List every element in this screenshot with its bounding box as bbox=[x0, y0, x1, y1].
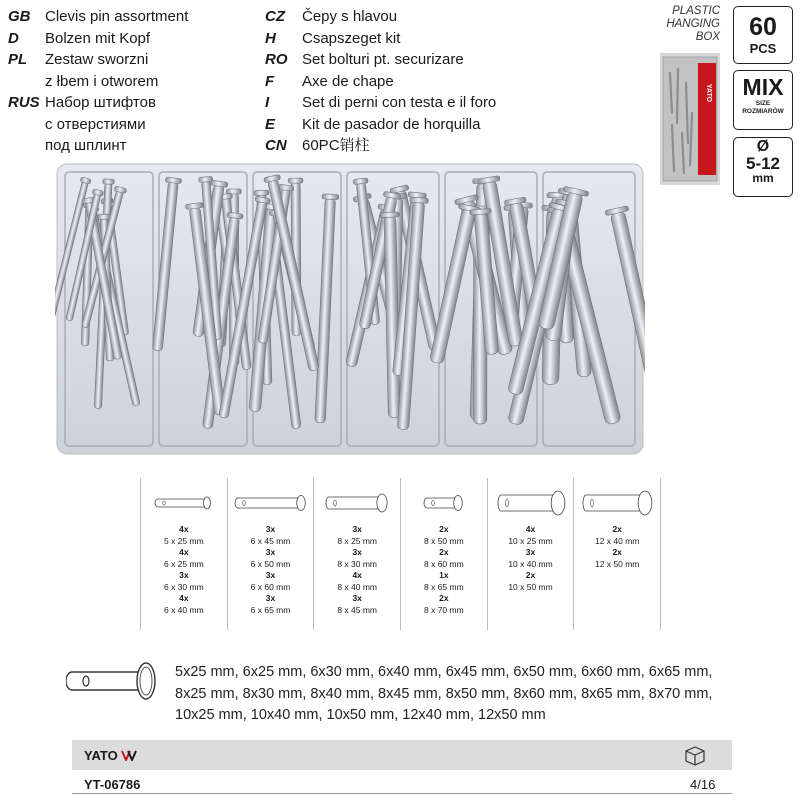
language-row bbox=[265, 114, 595, 136]
language-row bbox=[8, 28, 238, 50]
clevis-pin-icon bbox=[577, 488, 657, 518]
language-row bbox=[265, 49, 595, 71]
size-dimension: 10 x 50 mm bbox=[508, 581, 553, 592]
language-row bbox=[8, 6, 238, 28]
size-entries bbox=[574, 524, 660, 570]
size-dimension: 5 x 25 mm bbox=[163, 535, 204, 546]
language-text: Набор штифтов bbox=[45, 94, 156, 111]
language-row bbox=[8, 92, 238, 114]
language-text: Axe de chape bbox=[302, 72, 394, 90]
language-text: с отверстиями bbox=[45, 115, 146, 133]
size-entries bbox=[401, 524, 487, 616]
mix-size-badge bbox=[733, 70, 793, 130]
size-quantity: 3x bbox=[265, 570, 276, 580]
language-code bbox=[8, 71, 45, 93]
size-quantity: 3x bbox=[265, 547, 276, 557]
size-dimension: 10 x 25 mm bbox=[508, 535, 553, 546]
clevis-pin-icon bbox=[404, 488, 484, 518]
product-photo bbox=[55, 160, 645, 458]
language-text: Set di perni con testa e il foro bbox=[302, 94, 497, 111]
language-code: CN bbox=[265, 137, 287, 154]
language-code: RO bbox=[265, 51, 288, 68]
brand-mark-icon bbox=[121, 750, 137, 761]
size-quantity: 3x bbox=[179, 570, 189, 580]
size-dimension: 6 x 25 mm bbox=[163, 558, 204, 569]
size-dimension: 8 x 45 mm bbox=[337, 604, 378, 615]
brand-name: YATO bbox=[84, 748, 118, 763]
language-row bbox=[265, 92, 595, 114]
size-entries bbox=[488, 524, 574, 593]
diameter-badge bbox=[733, 137, 793, 197]
size-dimension: 6 x 50 mm bbox=[250, 558, 291, 569]
size-entries bbox=[141, 524, 227, 616]
diameter-unit: mm bbox=[752, 171, 774, 185]
language-text: Set bolturi pt. securizare bbox=[302, 51, 464, 68]
size-group bbox=[573, 478, 661, 630]
language-code: F bbox=[265, 72, 275, 90]
size-quantity: 3x bbox=[352, 593, 362, 603]
language-code bbox=[8, 114, 45, 136]
size-quantity: 3x bbox=[265, 524, 276, 534]
language-code: I bbox=[265, 94, 270, 111]
dimensions-line: 5x25 mm, 6x25 mm, 6x30 mm, 6x40 mm, 6x45 mm, 6x50 mm, 6x60 mm, 6x65 mm, bbox=[175, 664, 713, 680]
size-dimension: 6 x 30 mm bbox=[163, 581, 204, 592]
language-code: E bbox=[265, 115, 276, 133]
packaging-label-line: HANGING bbox=[666, 18, 720, 30]
clevis-pin-icon bbox=[231, 488, 311, 518]
size-dimension: 8 x 40 mm bbox=[337, 581, 378, 592]
mix-sub-label: ROZMIARÓW bbox=[742, 108, 784, 115]
quantity-value: 60 bbox=[749, 13, 777, 41]
size-dimension: 6 x 65 mm bbox=[250, 604, 291, 615]
brand-logo bbox=[84, 748, 137, 763]
language-code: PL bbox=[8, 51, 28, 68]
size-dimension: 8 x 60 mm bbox=[424, 558, 464, 569]
clevis-pin-icon bbox=[317, 488, 397, 518]
size-quantity: 3x bbox=[352, 547, 362, 557]
packaging-label bbox=[650, 5, 720, 44]
size-quantity: 3x bbox=[265, 593, 276, 603]
language-row bbox=[8, 49, 238, 71]
size-quantity: 2x bbox=[612, 547, 622, 557]
language-text: Zestaw sworzni bbox=[45, 51, 149, 68]
quantity-badge bbox=[733, 6, 793, 64]
packaging-label-line: PLASTIC bbox=[672, 5, 720, 17]
language-row bbox=[8, 135, 238, 157]
language-row bbox=[8, 71, 238, 93]
size-dimension: 8 x 30 mm bbox=[337, 558, 378, 569]
size-dimension: 6 x 60 mm bbox=[250, 581, 291, 592]
size-group bbox=[313, 478, 400, 630]
size-quantity: 2x bbox=[612, 524, 622, 534]
language-text: Kit de pasador de horquilla bbox=[302, 115, 481, 133]
svg-text:YATO: YATO bbox=[705, 83, 712, 103]
size-dimension: 8 x 65 mm bbox=[424, 581, 464, 592]
mix-value: MIX bbox=[742, 74, 784, 100]
packaging-label-line: BOX bbox=[695, 31, 720, 43]
size-quantity: 3x bbox=[525, 547, 536, 557]
clevis-pin-icon bbox=[491, 488, 571, 518]
language-list-left bbox=[8, 6, 238, 157]
size-quantity: 4x bbox=[525, 524, 536, 534]
clevis-pin-icon bbox=[144, 488, 224, 518]
size-quantity: 1x bbox=[439, 570, 449, 580]
quantity-unit: PCS bbox=[749, 41, 777, 56]
size-group bbox=[400, 478, 487, 630]
size-dimension: 8 x 25 mm bbox=[337, 535, 378, 546]
size-dimension: 12 x 50 mm bbox=[594, 558, 640, 569]
footer-bar bbox=[72, 740, 732, 770]
dimensions-line: 10x25 mm, 10x40 mm, 10x50 mm, 12x40 mm, 12x50 mm bbox=[175, 707, 546, 723]
size-group bbox=[227, 478, 314, 630]
language-code bbox=[8, 135, 45, 157]
dimensions-list bbox=[175, 662, 745, 727]
language-text: под шплинт bbox=[45, 137, 127, 154]
page-number: 4/16 bbox=[690, 777, 716, 792]
size-quantity: 2x bbox=[525, 570, 536, 580]
language-text: z łbem i otworem bbox=[45, 72, 159, 90]
size-quantity: 2x bbox=[439, 524, 449, 534]
size-group bbox=[487, 478, 574, 630]
size-dimension: 12 x 40 mm bbox=[594, 535, 640, 546]
language-code: H bbox=[265, 29, 276, 47]
language-text: Čepy s hlavou bbox=[302, 8, 398, 25]
size-quantity: 4x bbox=[179, 547, 189, 557]
diameter-value: 5-12 bbox=[745, 154, 781, 173]
size-dimension: 6 x 45 mm bbox=[250, 535, 291, 546]
language-code: GB bbox=[8, 8, 31, 25]
language-row bbox=[8, 114, 238, 136]
size-entries bbox=[314, 524, 400, 616]
language-code: CZ bbox=[265, 8, 285, 25]
size-dimension: 6 x 40 mm bbox=[163, 604, 204, 615]
size-quantity: 2x bbox=[439, 593, 449, 603]
size-entries bbox=[228, 524, 314, 616]
language-list-right bbox=[265, 6, 595, 157]
size-quantity: 3x bbox=[352, 524, 362, 534]
size-quantity: 4x bbox=[179, 524, 189, 534]
package-box-icon bbox=[684, 744, 706, 766]
footer-divider bbox=[72, 793, 732, 794]
language-row bbox=[265, 28, 595, 50]
size-group bbox=[140, 478, 227, 630]
language-code: RUS bbox=[8, 94, 40, 111]
language-text: Clevis pin assortment bbox=[45, 8, 189, 25]
size-quantity: 4x bbox=[179, 593, 189, 603]
language-row bbox=[265, 6, 595, 28]
size-quantity: 2x bbox=[439, 547, 449, 557]
size-quantity: 4x bbox=[352, 570, 362, 580]
clevis-pin-icon bbox=[66, 660, 162, 702]
language-code: D bbox=[8, 29, 19, 47]
language-text: Bolzen mit Kopf bbox=[45, 29, 151, 47]
size-dimension: 8 x 50 mm bbox=[424, 535, 464, 546]
packaging-photo bbox=[660, 53, 720, 185]
product-code: YT-06786 bbox=[84, 777, 141, 792]
language-text: 60PC销柱 bbox=[302, 137, 370, 154]
language-text: Csapszeget kit bbox=[302, 29, 401, 47]
dimensions-line: 8x25 mm, 8x30 mm, 8x40 mm, 8x45 mm, 8x50 mm, 8x60 mm, 8x65 mm, 8x70 mm, bbox=[175, 685, 713, 702]
size-dimension: 10 x 40 mm bbox=[508, 558, 553, 569]
size-table bbox=[140, 478, 661, 630]
language-row bbox=[265, 135, 595, 157]
mix-sub-label: SIZE bbox=[755, 100, 771, 107]
diameter-icon: Ø bbox=[756, 138, 770, 155]
size-dimension: 8 x 70 mm bbox=[424, 604, 464, 615]
language-row bbox=[265, 71, 595, 93]
